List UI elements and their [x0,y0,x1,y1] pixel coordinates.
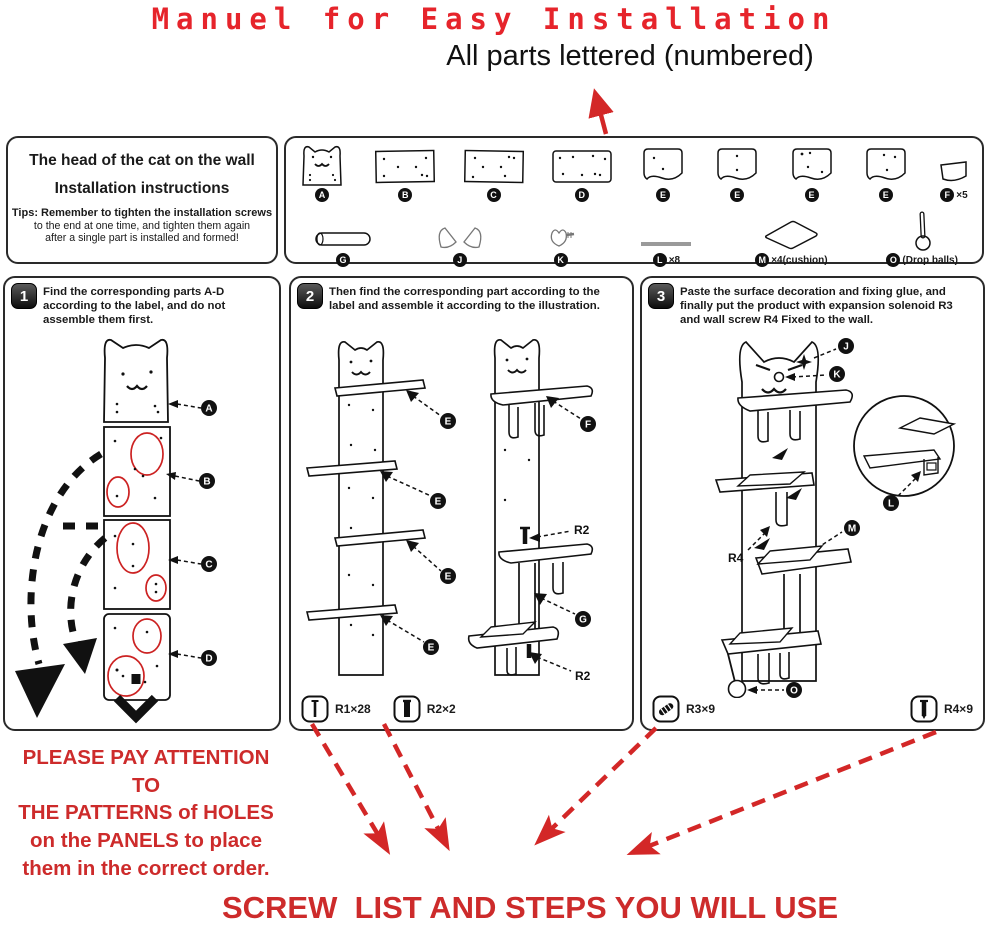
step-3-diagram [642,336,983,698]
callout-j: J [843,341,849,353]
callout-e2: E [434,496,442,508]
order-arrows [31,454,105,664]
cat-head-panel-icon [296,143,348,187]
note-line-4: them in the correct order. [22,856,270,880]
callout-m: M [847,523,857,535]
part-j [435,224,485,267]
step-2-number-badge: 2 [297,283,323,309]
callout-l: L [887,498,895,510]
big-arrowhead [15,664,65,718]
callout-r2-bottom: R2 [575,669,591,683]
step-2-instruction: Then find the corresponding part according to the label and assemble it according to the illustration. [329,286,600,312]
tips-line2: to the end at one time, and tighten them again [33,219,251,232]
part-f [936,157,972,202]
shelf-icon [639,145,687,187]
callout-c: C [205,559,213,571]
screw-r2 [393,695,456,723]
mid-arrowhead [63,638,97,674]
part-count: ×5 [956,189,968,201]
part-label-badge: F [940,188,954,202]
leader-b [166,472,199,481]
callout-d: D [205,653,213,665]
info-heading: The head of the cat on the wall [29,152,255,169]
step-3-number-badge: 3 [648,283,674,309]
screw-r1-label: R1×28 [335,702,371,716]
bracket-icon [936,157,972,187]
parts-list-box [284,136,984,264]
callout-e1: E [444,416,452,428]
callout-k: K [833,369,841,381]
part-label-badge: D [575,188,589,202]
screw-r1-icon [301,695,329,723]
part-l [636,236,696,267]
part-d [551,147,613,202]
leader-a [168,400,201,408]
drop-ball-icon [909,210,935,252]
step-3-box [640,276,985,731]
part-e3 [788,145,836,202]
screw-r3-icon [652,695,680,723]
part-label-badge: J [453,253,467,267]
part-b [374,147,436,202]
installation-instructions-box [6,136,278,264]
screw-r2-icon [393,695,421,723]
part-label-badge: M [755,253,769,267]
part-k [544,226,578,267]
step-2-diagram [291,330,632,688]
screw-r4 [910,695,973,723]
callout-f: F [584,419,592,431]
part-label-badge: L [653,253,667,267]
parts-row-1 [296,143,972,202]
leader-d [168,650,201,658]
part-count: ×4(cushion) [771,254,828,266]
inset-detail-circle [854,396,954,496]
part-m [755,218,827,267]
panel-icon [463,147,525,187]
part-label-badge: E [805,188,819,202]
step-1-diagram [5,326,283,731]
part-label-badge: K [554,253,568,267]
callout-r4: R4 [728,551,744,565]
part-count: (Drop balls) [902,254,958,266]
part-a [296,143,348,202]
info-subheading: Installation instructions [54,180,230,197]
shelf-icon [713,145,761,187]
cushion-icon [760,218,822,252]
tips-line3: after a single part is installed and formed! [45,232,239,245]
red-up-arrow-icon [576,84,620,136]
leader-c [168,556,201,564]
part-label-badge: C [487,188,501,202]
knob-screw-icon [544,226,578,252]
part-e1 [639,145,687,202]
screw-r1 [301,695,371,723]
step-3-screw-list-left [652,695,715,723]
callout-e3: E [444,571,452,583]
note-line-2: THE PATTERNS of HOLES [18,801,274,825]
step-2-box [289,276,634,731]
step-2-screw-list [301,695,456,723]
callout-g: G [579,614,587,626]
screw-list-title: SCREW LIST AND STEPS YOU WILL USE [221,890,839,925]
part-label-badge: O [886,253,900,267]
step-1-instruction: Find the corresponding parts A-D according to the label, and do not assemble them first. [43,286,226,326]
screw-r2-label: R2×2 [426,702,456,716]
page-title: Manuel for Easy Installation [151,2,837,36]
part-label-badge: A [315,188,329,202]
page-subtitle: All parts lettered (numbered) [446,40,814,72]
step-3-instruction: Paste the surface decoration and fixing glue, and finally put the product with expansion solenoid R3 and wall screw R4 Fixed to the wall. [680,286,953,326]
part-o [886,210,958,267]
note-line-1: PLEASE PAY ATTENTION TO [22,746,270,797]
panel-icon [551,147,613,187]
tube-icon [310,228,376,252]
screw-r4-label: R4×9 [943,702,973,716]
shelf-icon [788,145,836,187]
tips-bold-line: Tips: Remember to tighten the installation screws [11,207,273,219]
part-label-badge: E [656,188,670,202]
screw-r4-icon [910,695,938,723]
step-1-number-badge: 1 [11,283,37,309]
panel-icon [374,147,436,187]
part-count: ×8 [668,254,681,266]
parts-row-2 [296,210,972,267]
callout-o: O [790,685,798,697]
screw-r3-label: R3×9 [686,702,716,716]
callout-a: A [205,403,213,415]
part-label-badge: E [879,188,893,202]
part-e2 [713,145,761,202]
callout-b: B [203,476,211,488]
part-label-badge: B [398,188,412,202]
callout-e4: E [427,642,435,654]
part-e4 [862,145,910,202]
screw-r3 [652,695,715,723]
note-line-3: on the PANELS to place [30,829,262,853]
rod-icon [636,236,696,252]
step-1-box [3,276,281,731]
callout-r2-top: R2 [574,523,590,537]
attention-note [8,744,284,882]
shelf-icon [862,145,910,187]
part-g [310,228,376,267]
cat-ears-icon [435,224,485,252]
part-label-badge: E [730,188,744,202]
part-c [463,147,525,202]
part-label-badge: G [336,253,350,267]
